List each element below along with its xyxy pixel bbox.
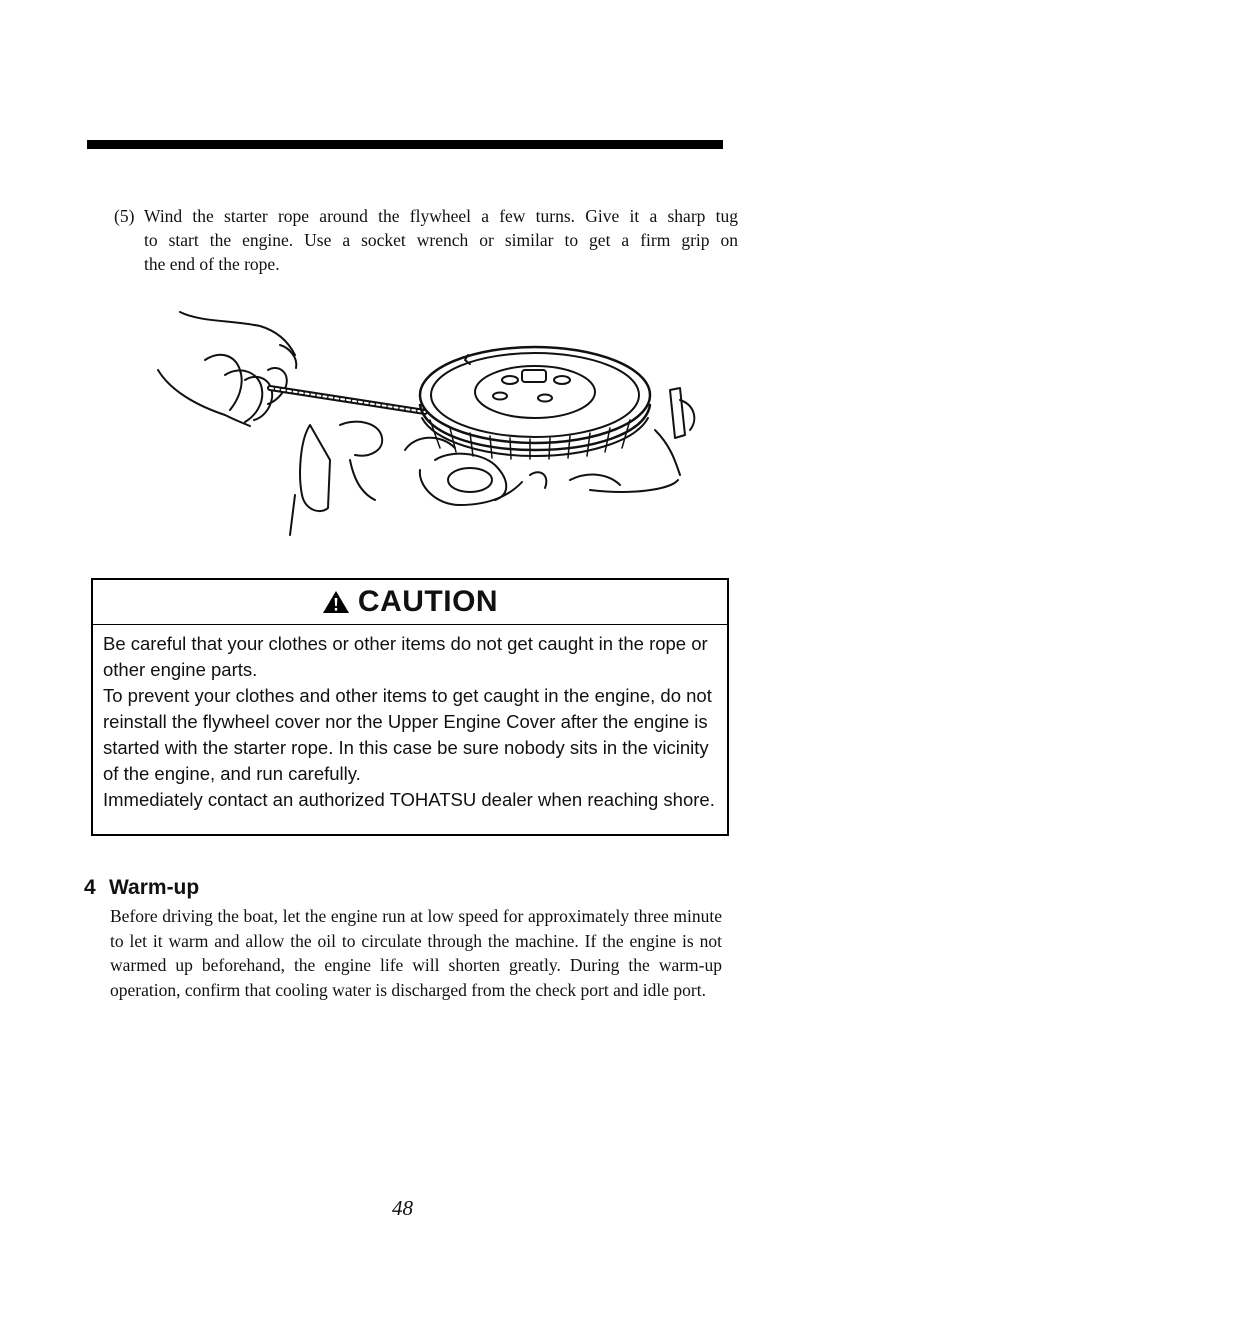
step-line-2: to start the engine. Use a socket wrench or similar to get a firm grip on — [144, 230, 738, 250]
caution-header — [93, 580, 727, 625]
step-instruction — [114, 204, 738, 276]
caution-paragraph: Immediately contact an authorized TOHATSU dealer when reaching shore. — [103, 789, 715, 810]
caution-box — [91, 578, 729, 836]
section-paragraph: Before driving the boat, let the engine run at low speed for approximately three minute to let it warm and allow the oil to circulate through the machine. If the engine is not warmed up beforehand, the engine life will shorten greatly. During the warm-up operation, confirm that cooling water is discharged from the check port and idle port. — [110, 906, 722, 1000]
step-number: (5) — [114, 206, 135, 226]
top-rule — [87, 140, 723, 149]
step-line-1 — [114, 204, 738, 228]
step-line-1-text: Wind the starter rope around the flywheel a few turns. Give it a sharp tug — [144, 206, 738, 226]
caution-body — [93, 625, 727, 813]
step-line-3: the end of the rope. — [144, 254, 280, 274]
section-heading — [84, 876, 199, 900]
flywheel-rope-start-illustration — [150, 300, 720, 545]
warning-triangle-icon — [322, 590, 350, 614]
section-body — [110, 904, 722, 1002]
section-title: Warm-up — [109, 876, 200, 899]
caution-paragraph: To prevent your clothes and other items to get caught in the engine, do not reinstall the flywheel cover nor the Upper Engine Cover after the engine is started with the starter rope. In this case be sure nobody sits in the vicinity of the engine, and run carefully. — [103, 685, 712, 784]
caution-title: CAUTION — [357, 585, 499, 618]
page-number: 48 — [392, 1196, 413, 1220]
caution-paragraph: Be careful that your clothes or other items do not get caught in the rope or other engine parts. — [103, 633, 708, 680]
section-number: 4 — [84, 876, 96, 899]
